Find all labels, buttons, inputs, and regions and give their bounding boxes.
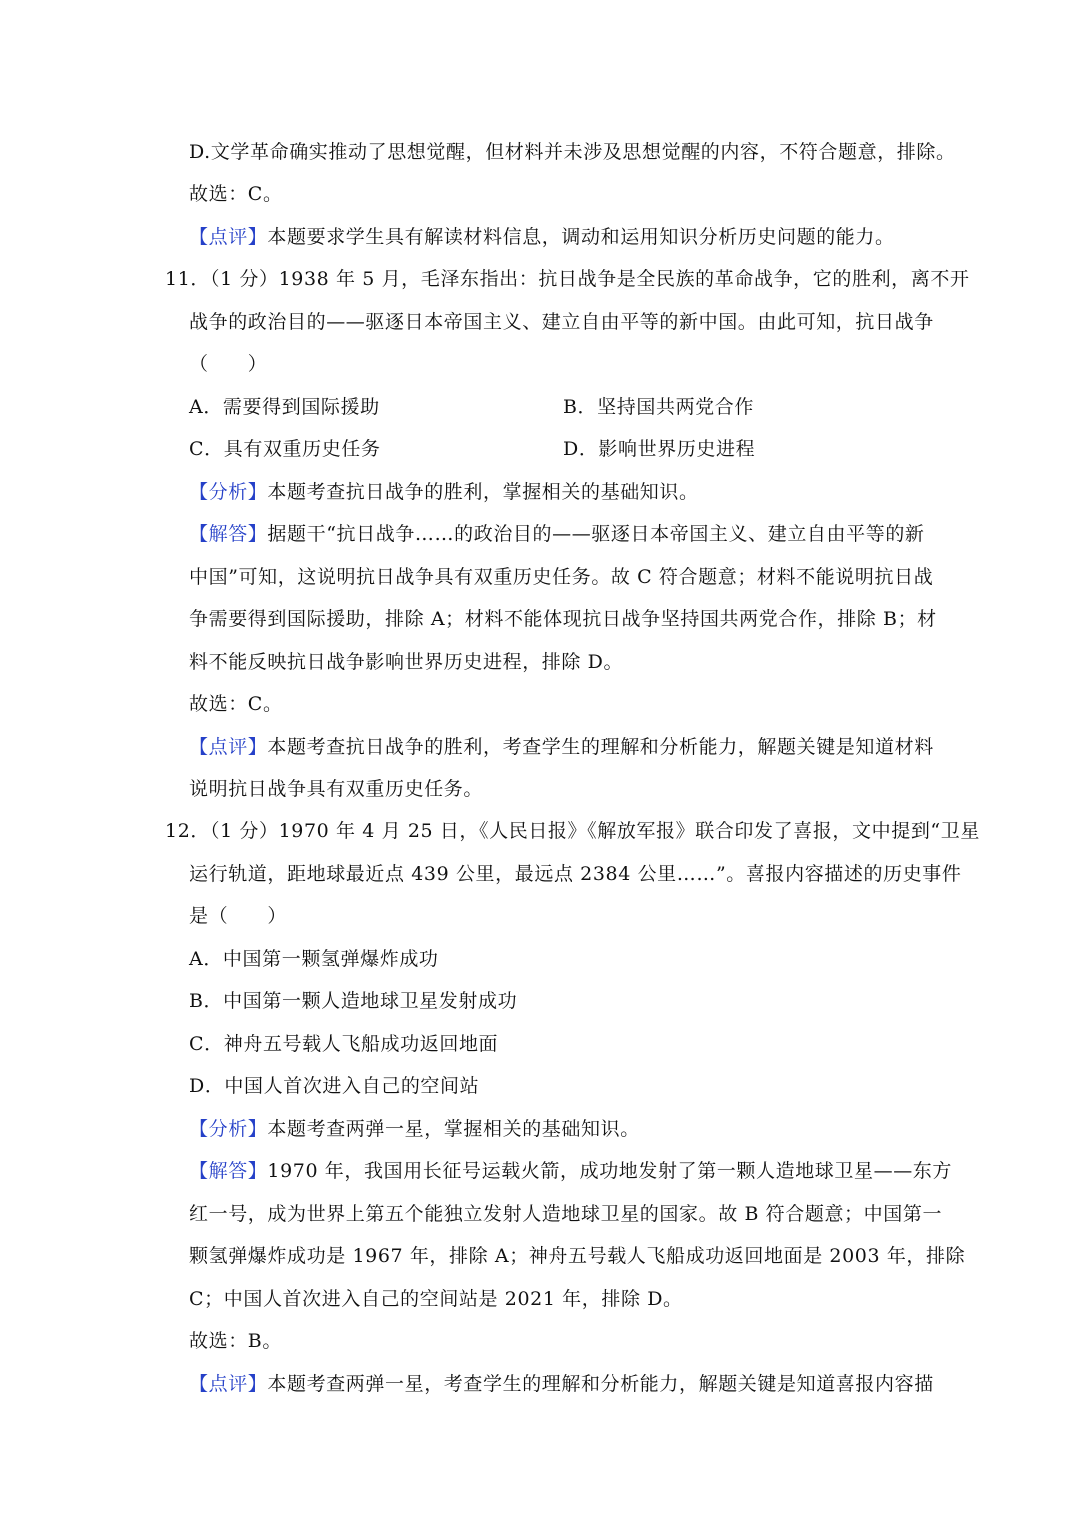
- q11-answer: 故选：C。: [189, 693, 283, 715]
- q11-comment-line-2: 说明抗日战争具有双重历史任务。: [189, 778, 484, 800]
- analysis-tag: 【分析】: [189, 1118, 268, 1140]
- q12-solution-line-4: C；中国人首次进入自己的空间站是 2021 年，排除 D。: [189, 1288, 683, 1310]
- q11-stem-line-3: （ ）: [189, 353, 268, 375]
- q11-solution-line-3: 争需要得到国际援助，排除 A；材料不能体现抗日战争坚持国共两党合作，排除 B；材: [189, 608, 937, 630]
- q11-stem-line-1: 11．（1 分）1938 年 5 月，毛泽东指出：抗日战争是全民族的革命战争，它的胜利，离不开: [165, 268, 970, 290]
- q12-solution-line-3: 颗氢弹爆炸成功是 1967 年，排除 A；神舟五号载人飞船成功返回地面是 2003 年，排除: [189, 1245, 966, 1267]
- q11-option-c: C．具有双重历史任务: [189, 438, 381, 460]
- comment-tag: 【点评】: [189, 1373, 268, 1395]
- q11-analysis: 【分析】本题考查抗日战争的胜利，掌握相关的基础知识。: [189, 481, 699, 503]
- q12-answer: 故选：B。: [189, 1330, 282, 1352]
- q12-stem-line-3: 是（ ）: [189, 905, 288, 927]
- q12-number: 12．: [165, 820, 210, 842]
- q11-comment-line-1: 【点评】本题考查抗日战争的胜利，考查学生的理解和分析能力，解题关键是知道材料: [189, 736, 934, 758]
- analysis-tag: 【分析】: [189, 481, 268, 503]
- q11-solution-line-2: 中国”可知，这说明抗日战争具有双重历史任务。故 C 符合题意；材料不能说明抗日战: [189, 566, 934, 588]
- q11-number: 11．: [165, 268, 210, 290]
- q12-option-c: C．神舟五号载人飞船成功返回地面: [189, 1033, 499, 1055]
- q12-comment-line-1: 【点评】本题考查两弹一星，考查学生的理解和分析能力，解题关键是知道喜报内容描: [189, 1373, 934, 1395]
- q12-solution-line-2: 红一号，成为世界上第五个能独立发射人造地球卫星的国家。故 B 符合题意；中国第一: [189, 1203, 943, 1225]
- q11-option-b: B．坚持国共两党合作: [563, 396, 754, 418]
- q12-option-b: B．中国第一颗人造地球卫星发射成功: [189, 990, 518, 1012]
- q12-option-d: D．中国人首次进入自己的空间站: [189, 1075, 480, 1097]
- prev-answer: 故选：C。: [189, 183, 283, 205]
- q12-solution-line-1: 【解答】1970 年，我国用长征号运载火箭，成功地发射了第一颗人造地球卫星——东方: [189, 1160, 953, 1182]
- solution-tag: 【解答】: [189, 1160, 268, 1182]
- q11-solution-line-4: 料不能反映抗日战争影响世界历史进程，排除 D。: [189, 651, 624, 673]
- q12-stem-line-1: 12．（1 分）1970 年 4 月 25 日，《人民日报》《解放军报》联合印发了喜报，文中提到“卫星: [165, 820, 980, 842]
- solution-tag: 【解答】: [189, 523, 268, 545]
- q11-solution-line-1: 【解答】据题干“抗日战争……的政治目的——驱逐日本帝国主义、建立自由平等的新: [189, 523, 925, 545]
- comment-tag: 【点评】: [189, 226, 268, 248]
- q11-option-d: D．影响世界历史进程: [563, 438, 756, 460]
- q12-analysis: 【分析】本题考查两弹一星，掌握相关的基础知识。: [189, 1118, 640, 1140]
- comment-tag: 【点评】: [189, 736, 268, 758]
- prev-comment-text: 本题要求学生具有解读材料信息，调动和运用知识分析历史问题的能力。: [267, 226, 895, 248]
- q11-stem-line-2: 战争的政治目的——驱逐日本帝国主义、建立自由平等的新中国。由此可知，抗日战争: [189, 311, 934, 333]
- q12-stem-line-2: 运行轨道，距地球最近点 439 公里，最远点 2384 公里……”。喜报内容描述的历史事件: [189, 863, 962, 885]
- q12-option-a: A．中国第一颗氢弹爆炸成功: [189, 948, 439, 970]
- prev-option-d-explanation: D.文学革命确实推动了思想觉醒，但材料并未涉及思想觉醒的内容，不符合题意，排除。: [189, 141, 956, 163]
- prev-comment: [189, 224, 895, 250]
- q11-option-a: A．需要得到国际援助: [189, 396, 380, 418]
